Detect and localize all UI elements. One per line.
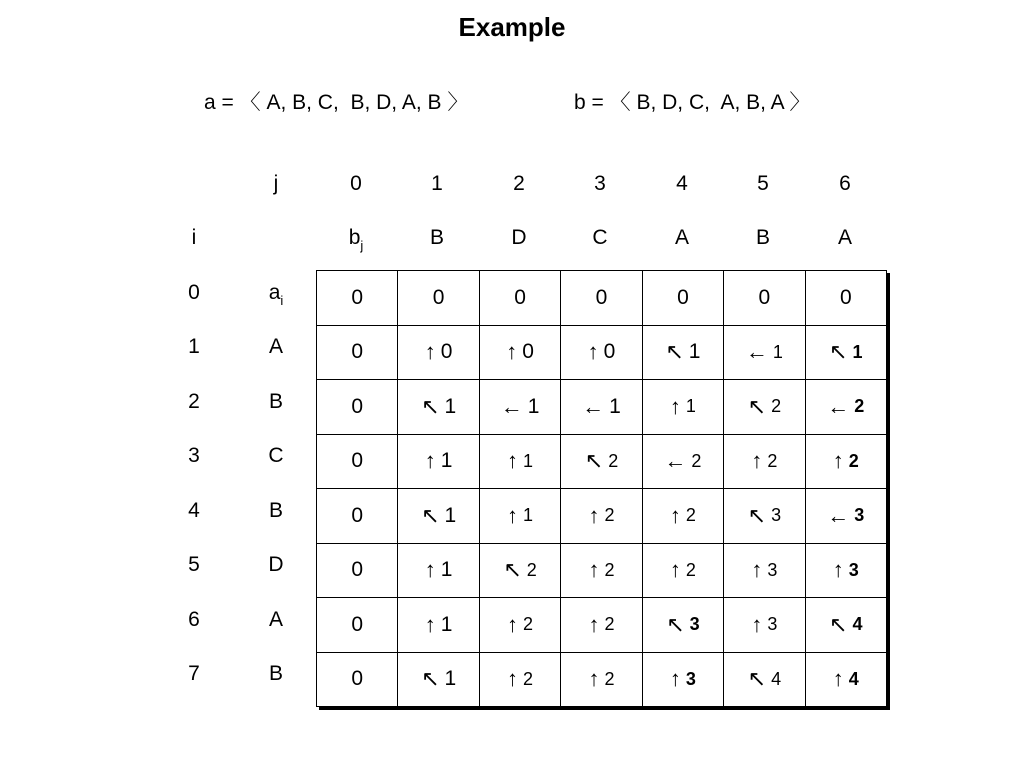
left-arrow-icon: ← [827, 502, 850, 528]
table-cell [480, 435, 561, 490]
cell-value: 1 [440, 558, 453, 582]
table-cell [480, 380, 561, 435]
up-arrow-icon: ↑ [588, 502, 600, 528]
cell-value: 0 [839, 285, 852, 309]
cell-value: 0 [351, 612, 364, 636]
table-cell [398, 653, 479, 708]
up-arrow-icon: ↑ [832, 448, 844, 474]
b-label-subscript: j [360, 238, 364, 253]
cell-value: 3 [689, 614, 700, 635]
left-arrow-icon: ← [582, 393, 605, 419]
up-arrow-icon: ↑ [507, 666, 519, 692]
cell-value: 2 [604, 614, 615, 635]
diagonal-arrow-icon: ↖ [665, 339, 684, 365]
cell-value: 2 [604, 505, 615, 526]
table-cell [317, 598, 398, 653]
a-char: C [268, 444, 284, 467]
up-arrow-icon: ↑ [587, 339, 599, 365]
table-cell [806, 653, 887, 708]
table-cell [643, 380, 724, 435]
table-cell [643, 653, 724, 708]
table-cell [480, 544, 561, 599]
diagonal-arrow-icon: ↖ [421, 666, 440, 692]
table-cell [561, 653, 642, 708]
j-label: j [273, 172, 279, 195]
table-cell [724, 489, 805, 544]
cell-value: 3 [848, 559, 859, 580]
table-cell [561, 544, 642, 599]
up-arrow-icon: ↑ [588, 557, 600, 583]
a-char: B [268, 390, 283, 413]
b-label [316, 218, 396, 258]
up-arrow-icon: ↑ [669, 557, 681, 583]
table-cell [806, 435, 887, 490]
col-index: 2 [513, 172, 525, 195]
cell-value: 2 [608, 450, 619, 471]
cell-value: 1 [444, 667, 457, 691]
cell-value: 1 [440, 612, 453, 636]
table-cell [317, 489, 398, 544]
diagonal-arrow-icon: ↖ [503, 557, 522, 583]
cell-value: 3 [854, 505, 865, 526]
row-index: 2 [188, 390, 200, 413]
up-arrow-icon: ↑ [751, 448, 763, 474]
sequence-a: a = 〈 A, B, C, B, D, A, B 〉 [204, 91, 469, 114]
diagonal-arrow-icon: ↖ [421, 393, 440, 419]
cell-value: 0 [677, 285, 689, 309]
a-char: B [268, 662, 283, 685]
a-char: D [268, 553, 284, 576]
cell-value: 2 [771, 396, 782, 417]
left-arrow-icon: ← [500, 393, 523, 419]
sequence-b: b = 〈 B, D, C, A, B, A 〉 [574, 91, 811, 114]
table-cell [480, 271, 561, 326]
up-arrow-icon: ↑ [507, 448, 519, 474]
b-label-letter: b [348, 226, 361, 249]
diagonal-arrow-icon: ↖ [747, 666, 767, 692]
table-cell [561, 598, 642, 653]
table-cell [724, 435, 805, 490]
table-cell [398, 544, 479, 599]
diagonal-arrow-icon: ↖ [666, 611, 685, 637]
table-cell [643, 598, 724, 653]
cell-value: 0 [514, 285, 526, 309]
row-index: 7 [188, 662, 200, 685]
left-arrow-icon: ← [745, 339, 768, 365]
table-cell [806, 598, 887, 653]
table-cell [561, 380, 642, 435]
table-cell [317, 435, 398, 490]
cell-value: 0 [351, 558, 364, 582]
b-char: D [511, 226, 527, 249]
up-arrow-icon: ↑ [424, 448, 436, 474]
cell-value: 2 [848, 450, 859, 471]
a-label-subscript: i [280, 293, 284, 308]
cell-value: 2 [691, 450, 702, 471]
table-cell [724, 653, 805, 708]
table-cell [724, 271, 805, 326]
a-char: A [268, 335, 283, 358]
cell-value: 1 [523, 450, 534, 471]
table-cell [806, 544, 887, 599]
table-cell [480, 653, 561, 708]
diagonal-arrow-icon: ↖ [829, 611, 848, 637]
table-cell [561, 326, 642, 381]
table-cell [806, 489, 887, 544]
table-cell [317, 544, 398, 599]
cell-value: 2 [685, 505, 696, 526]
row-index: 4 [188, 499, 200, 522]
table-cell [480, 326, 561, 381]
diagonal-arrow-icon: ↖ [584, 448, 604, 474]
cell-value: 0 [595, 285, 608, 309]
cell-value: 1 [852, 341, 863, 362]
cell-value: 2 [523, 614, 534, 635]
cell-value: 1 [609, 394, 621, 418]
table-cell [806, 380, 887, 435]
table-cell [561, 271, 642, 326]
up-arrow-icon: ↑ [832, 666, 844, 692]
cell-value: 3 [771, 505, 782, 526]
cell-value: 0 [522, 340, 534, 364]
b-char: B [755, 226, 770, 249]
cell-value: 0 [351, 340, 364, 364]
row-index: 5 [188, 553, 200, 576]
a-label [236, 273, 316, 313]
cell-value: 2 [523, 668, 534, 689]
cell-value: 0 [351, 285, 364, 309]
table-cell [398, 489, 479, 544]
cell-value: 2 [685, 559, 696, 580]
a-char: B [268, 499, 283, 522]
cell-value: 0 [351, 394, 364, 418]
diagonal-arrow-icon: ↖ [747, 393, 767, 419]
table-cell [643, 544, 724, 599]
up-arrow-icon: ↑ [588, 611, 600, 637]
row-index: 0 [188, 281, 200, 304]
cell-value: 2 [604, 668, 615, 689]
up-arrow-icon: ↑ [507, 611, 519, 637]
col-index: 6 [839, 172, 851, 195]
left-arrow-icon: ← [827, 393, 850, 419]
row-index: 6 [188, 608, 200, 631]
table-cell [480, 489, 561, 544]
up-arrow-icon: ↑ [424, 611, 436, 637]
b-char: B [429, 226, 444, 249]
table-cell [398, 598, 479, 653]
table-cell [724, 326, 805, 381]
cell-value: 2 [767, 450, 778, 471]
col-index: 0 [350, 172, 362, 195]
table-cell [398, 435, 479, 490]
table-cell [317, 326, 398, 381]
b-char: A [837, 226, 852, 249]
table-cell [398, 271, 479, 326]
cell-value: 2 [604, 559, 615, 580]
up-arrow-icon: ↑ [751, 611, 763, 637]
cell-value: 0 [440, 340, 453, 364]
cell-value: 1 [444, 503, 457, 527]
table-cell [398, 326, 479, 381]
cell-value: 0 [351, 667, 364, 691]
b-char: C [592, 226, 608, 249]
table-cell [806, 326, 887, 381]
table-cell [806, 271, 887, 326]
up-arrow-icon: ↑ [424, 557, 436, 583]
table-cell [317, 271, 398, 326]
cell-value: 3 [685, 668, 696, 689]
b-char: A [674, 226, 689, 249]
up-arrow-icon: ↑ [424, 339, 436, 365]
table-cell [561, 489, 642, 544]
table-cell [561, 435, 642, 490]
table-cell [317, 653, 398, 708]
i-label: i [191, 226, 197, 249]
cell-value: 2 [526, 559, 537, 580]
cell-value: 0 [351, 449, 364, 473]
row-index: 1 [188, 335, 200, 358]
up-arrow-icon: ↑ [832, 557, 844, 583]
cell-value: 1 [440, 449, 453, 473]
a-label-letter: a [268, 281, 281, 304]
up-arrow-icon: ↑ [669, 502, 681, 528]
a-char: A [268, 608, 283, 631]
table-cell [724, 598, 805, 653]
cell-value: 1 [688, 340, 701, 364]
lcs-table [316, 270, 887, 707]
cell-value: 3 [767, 559, 778, 580]
up-arrow-icon: ↑ [669, 666, 681, 692]
up-arrow-icon: ↑ [507, 502, 519, 528]
col-index: 4 [676, 172, 688, 195]
col-index: 5 [757, 172, 769, 195]
left-arrow-icon: ← [664, 448, 687, 474]
table-cell [724, 380, 805, 435]
cell-value: 1 [444, 394, 457, 418]
cell-value: 0 [351, 503, 364, 527]
cell-value: 0 [432, 285, 445, 309]
table-cell [643, 489, 724, 544]
cell-value: 0 [603, 340, 616, 364]
table-cell [398, 380, 479, 435]
col-index: 3 [594, 172, 606, 195]
cell-value: 1 [527, 394, 540, 418]
table-cell [643, 271, 724, 326]
row-index: 3 [188, 444, 200, 467]
diagonal-arrow-icon: ↖ [421, 502, 440, 528]
page-title: Example [458, 12, 566, 42]
table-cell [480, 598, 561, 653]
cell-value: 1 [772, 341, 783, 362]
diagonal-arrow-icon: ↖ [747, 502, 767, 528]
cell-value: 2 [854, 396, 865, 417]
up-arrow-icon: ↑ [506, 339, 518, 365]
cell-value: 4 [852, 614, 863, 635]
up-arrow-icon: ↑ [588, 666, 600, 692]
table-cell [643, 326, 724, 381]
cell-value: 1 [685, 396, 696, 417]
cell-value: 4 [848, 668, 859, 689]
cell-value: 4 [771, 668, 782, 689]
table-cell [643, 435, 724, 490]
diagonal-arrow-icon: ↖ [829, 339, 848, 365]
up-arrow-icon: ↑ [669, 393, 681, 419]
table-cell [317, 380, 398, 435]
table-cell [724, 544, 805, 599]
up-arrow-icon: ↑ [751, 557, 763, 583]
cell-value: 0 [758, 285, 771, 309]
col-index: 1 [431, 172, 443, 195]
cell-value: 3 [767, 614, 778, 635]
cell-value: 1 [523, 505, 534, 526]
